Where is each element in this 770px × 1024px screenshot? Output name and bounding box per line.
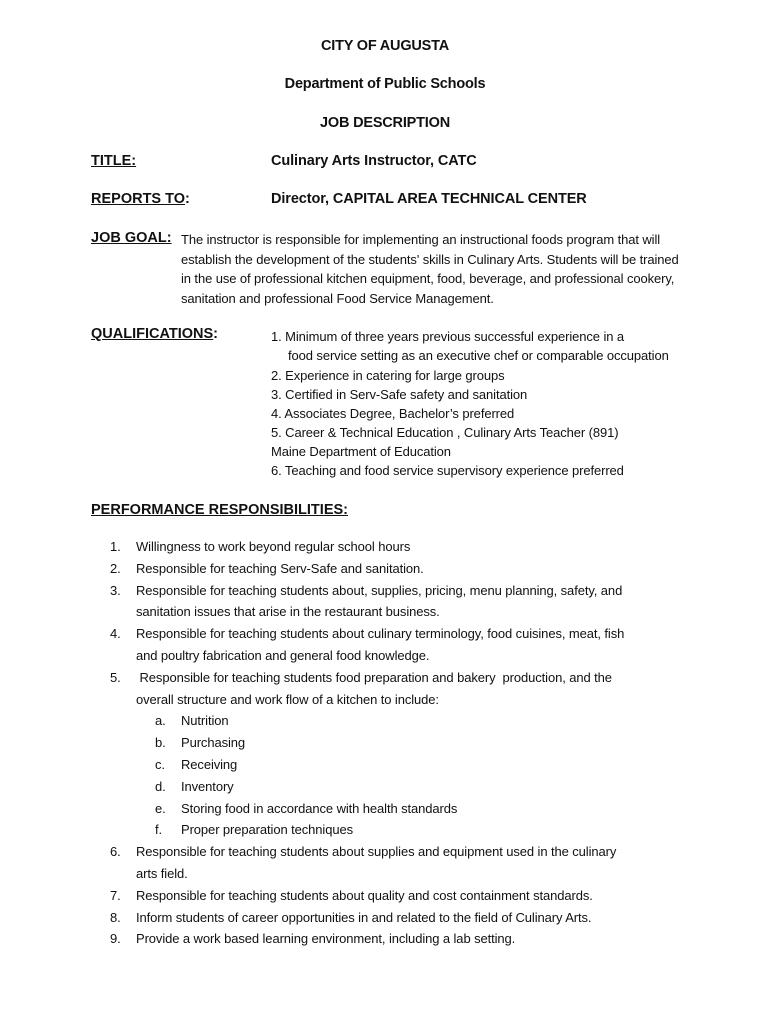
job-goal-line: in the use of professional kitchen equipment, food, beverage, and professional cookery,	[181, 271, 675, 286]
list-item-text: Responsible for teaching students about culinary terminology, food cuisines, meat, fish	[136, 626, 625, 642]
list-item-text: Responsible for teaching students about, supplies, pricing, menu planning, safety, and	[136, 582, 623, 598]
city-heading: CITY OF AUGUSTA	[320, 38, 450, 54]
list-item-text: overall structure and work flow of a kitchen to include:	[136, 691, 439, 707]
sub-list-item-letter: b.	[155, 735, 166, 751]
list-item-number: 6.	[110, 844, 121, 860]
qualification-line: Maine Department of Education	[271, 444, 451, 459]
list-item-number: 3.	[110, 582, 121, 598]
qualification-line: 3. Certified in Serv-Safe safety and sanitation	[271, 387, 528, 402]
list-item-number: 7.	[110, 887, 121, 903]
qualification-line: 4. Associates Degree, Bachelor’s preferred	[271, 406, 515, 421]
list-item	[110, 580, 730, 624]
list-item	[110, 623, 730, 667]
list-item	[110, 907, 730, 929]
performance-heading: PERFORMANCE RESPONSIBILITIES:	[91, 502, 348, 518]
sub-list-item-letter: e.	[155, 800, 166, 816]
list-item-text: Willingness to work beyond regular school hours	[136, 539, 411, 554]
document-type-heading: JOB DESCRIPTION	[320, 115, 450, 131]
reports-to-label-colon: :	[185, 191, 190, 207]
reports-to-label-text: REPORTS TO	[91, 191, 185, 207]
qualification-line: food service setting as an executive chef or comparable occupation	[288, 348, 669, 363]
sub-list-item-text: Proper preparation techniques	[181, 822, 353, 838]
sub-list-item-text: Inventory	[181, 778, 234, 794]
list-item	[110, 928, 730, 950]
sub-list-item	[110, 754, 730, 776]
sub-list-item-letter: a.	[155, 713, 166, 729]
reports-to-label	[91, 191, 190, 207]
reports-to-value: Director, CAPITAL AREA TECHNICAL CENTER	[271, 191, 587, 207]
list-item	[110, 667, 730, 711]
list-item-text: Responsible for teaching students about quality and cost containment standards.	[136, 887, 593, 903]
list-item-number: 8.	[110, 909, 121, 925]
list-item-number: 9.	[110, 931, 121, 947]
list-item-text: sanitation issues that arise in the restaurant business.	[136, 604, 440, 620]
job-goal-label: JOB GOAL:	[91, 230, 172, 246]
list-item-number: 2.	[110, 560, 121, 576]
list-item-number: 5.	[110, 669, 121, 685]
title-value: Culinary Arts Instructor, CATC	[271, 153, 477, 169]
sub-list-item	[110, 819, 730, 841]
job-goal-line: The instructor is responsible for implementing an instructional foods program that will	[181, 232, 661, 247]
list-item	[110, 841, 730, 885]
list-item-text: and poultry fabrication and general food knowledge.	[136, 647, 430, 663]
sub-list-item-letter: c.	[155, 756, 165, 772]
list-item	[110, 558, 730, 580]
sub-list-item-text: Receiving	[181, 756, 238, 772]
list-item-text: Responsible for teaching students food preparation and bakery production, and the	[136, 669, 612, 685]
sub-list-item	[110, 710, 730, 732]
qualification-line: 6. Teaching and food service supervisory experience preferred	[271, 463, 624, 478]
sub-list-item-letter: d.	[155, 778, 166, 794]
sub-list-item	[110, 776, 730, 798]
department-heading: Department of Public Schools	[284, 76, 486, 92]
qualification-line: 2. Experience in catering for large groups	[271, 368, 505, 383]
list-item-number: 1.	[110, 539, 121, 554]
list-item	[110, 536, 730, 558]
qualifications-list	[271, 327, 741, 480]
list-item-text: Provide a work based learning environment, including a lab setting.	[136, 931, 516, 947]
sub-list-item-text: Storing food in accordance with health standards	[181, 800, 458, 816]
sub-list-item-text: Purchasing	[181, 735, 246, 751]
qualifications-label-text: QUALIFICATIONS	[91, 326, 214, 342]
qualifications-label-colon: :	[213, 326, 219, 342]
job-goal-line: establish the development of the students' skills in Culinary Arts. Students will be trained	[181, 251, 679, 267]
sub-list-item	[110, 798, 730, 820]
list-item-text: Responsible for teaching Serv-Safe and sanitation.	[136, 560, 424, 576]
qualifications-label	[91, 326, 218, 342]
title-label: TITLE:	[91, 153, 137, 169]
sub-list-item-text: Nutrition	[181, 713, 229, 729]
list-item	[110, 885, 730, 907]
list-item-text: Inform students of career opportunities in and related to the field of Culinary Arts.	[136, 909, 592, 925]
job-goal-line: sanitation and professional Food Service Management.	[181, 290, 494, 306]
list-item-number: 4.	[110, 626, 121, 642]
responsibilities-list	[110, 536, 730, 950]
qualification-line: 5. Career & Technical Education , Culinary Arts Teacher (891)	[271, 425, 619, 440]
sub-list-item	[110, 732, 730, 754]
list-item-text: Responsible for teaching students about supplies and equipment used in the culinary	[136, 844, 617, 860]
sub-list-item-letter: f.	[155, 822, 163, 838]
list-item-text: arts field.	[136, 865, 188, 881]
qualification-line: 1. Minimum of three years previous successful experience in a	[271, 329, 625, 344]
job-goal-text	[181, 230, 741, 308]
